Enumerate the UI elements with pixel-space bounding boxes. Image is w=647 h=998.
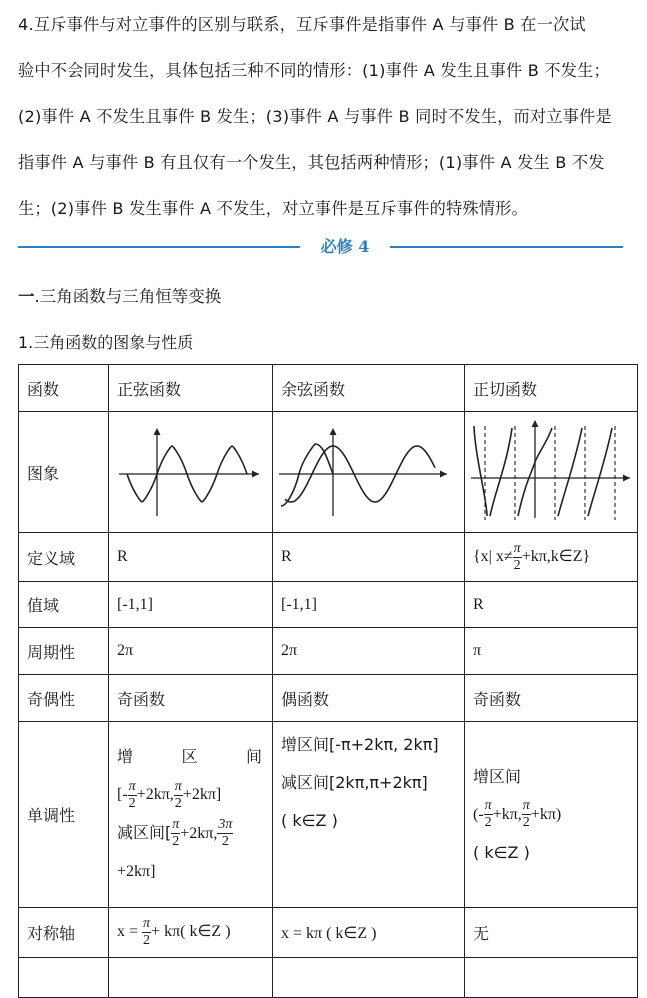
intro-paragraph [18,2,638,232]
mono-tan-line: 增区间 [473,766,522,786]
axis-tan: 无 [465,908,638,958]
fraction-num: π [172,817,180,832]
mono-cos-line: 减区间[2kπ,π+2kπ] [281,773,428,792]
section-title [18,283,221,307]
mono-word: 区 [181,747,198,766]
table-row [19,628,638,675]
parity-sin: 奇函数 [109,675,273,722]
row-label: 定义域 [19,533,109,582]
mono-text: +kπ, [492,805,522,823]
header-cell: 函数 [19,365,109,412]
mono-text: [- [117,786,128,803]
fraction-num: 3π [218,817,233,832]
mono-sin-line: +2kπ] [117,863,156,880]
divider-line-right [390,246,623,248]
section-marker: 一 [18,287,35,306]
fraction-num: π [128,778,136,794]
paragraph-line: 指事件 A 与事件 B 有且仅有一个发生，其包括两种情形；(1)事件 A 发生 B 不发 [18,153,605,172]
fraction [174,779,183,812]
fraction-num: π [522,798,530,814]
fraction [522,798,531,831]
axis-text: x = [117,923,143,941]
table-row [19,533,638,582]
table-row [19,908,638,958]
sine-graph [109,412,273,528]
period-cos: 2π [273,628,465,675]
mono-cos-line: ( k∈Z ) [281,811,338,830]
fraction-num: π [513,540,521,556]
fraction [484,798,493,831]
row-label [19,958,109,998]
tangent-graph-cell [465,412,638,533]
domain-tan [465,533,638,582]
paragraph-line: 验中不会同时发生，具体包括三种不同的情形：(1)事件 A 发生且事件 B 不发生； [18,61,610,80]
mono-word: 增 [117,747,134,766]
table-row [19,365,638,412]
tangent-graph [465,412,638,528]
fraction-den: 2 [143,933,151,948]
fraction [171,817,180,850]
axis-sin [109,908,273,958]
mono-text: +2kπ] [182,786,222,803]
fraction-num: π [484,798,492,814]
fraction-num: π [143,916,151,931]
axis-text: + kπ( k∈Z ) [151,923,231,941]
row-label: 周期性 [19,628,109,675]
divider-line-left [18,246,300,248]
fraction [142,916,151,949]
mono-text: (- [473,805,484,823]
monotonic-cos [273,722,465,908]
range-tan: R [465,582,638,628]
table-row [19,582,638,628]
parity-tan: 奇函数 [465,675,638,722]
period-tan: π [465,628,638,675]
domain-tan-pre: {x| x≠ [473,547,513,565]
table-row [19,412,638,533]
cell [273,958,465,998]
table-row [19,958,638,998]
row-label: 奇偶性 [19,675,109,722]
period-sin: 2π [109,628,273,675]
paragraph-line: 生；(2)事件 B 发生事件 A 不发生，对立事件是互斥事件的特殊情形。 [18,199,528,218]
mono-cos-line: 增区间[-π+2kπ, 2kπ] [281,735,439,754]
sine-graph-cell [109,412,273,533]
fraction [128,779,137,812]
subsection-title: 1.三角函数的图象与性质 [18,333,194,352]
paragraph-line: 4.互斥事件与对立事件的区别与联系，互斥事件是指事件 A 与事件 B 在一次试 [18,15,586,34]
mono-tan-line: ( k∈Z ) [473,842,530,862]
table-row [19,675,638,722]
mono-sin-line [117,776,264,814]
mono-text: +2kπ, [136,786,174,803]
section-divider [18,234,623,260]
table-row [19,722,638,908]
mono-tan-line [473,796,629,834]
axis-cos: x = kπ ( k∈Z ) [273,908,465,958]
parity-cos: 偶函数 [273,675,465,722]
mono-text: +kπ) [530,805,562,823]
fraction [217,817,233,850]
fraction [513,541,522,574]
divider-label: 必修 4 [320,237,370,256]
domain-sin: R [109,533,273,582]
paragraph-line: (2)事件 A 不发生且事件 B 发生；(3)事件 A 与事件 B 同时不发生，而对立事件是 [18,107,612,126]
fraction-den: 2 [174,795,182,811]
domain-tan-post: +kπ,k∈Z} [521,547,591,565]
fraction-num: π [174,778,182,794]
cell [109,958,273,998]
mono-sin-line [117,738,264,776]
cosine-graph-cell [273,412,465,533]
mono-sin-line [117,814,264,853]
monotonic-sin [109,722,273,908]
monotonic-tan [465,722,638,908]
cosine-graph [273,412,465,528]
fraction-den: 2 [484,815,492,831]
mono-text: 减区间[ [117,823,172,842]
range-sin: [-1,1] [109,582,273,628]
cell [465,958,638,998]
row-label: 单调性 [19,722,109,908]
header-cell: 正弦函数 [109,365,273,412]
fraction-den: 2 [221,834,229,849]
row-label: 图象 [19,412,109,533]
section-title-text: .三角函数与三角恒等变换 [34,287,222,306]
mono-text: +2kπ, [180,825,218,842]
fraction-den: 2 [172,834,180,849]
range-cos: [-1,1] [273,582,465,628]
header-cell: 正切函数 [465,365,638,412]
header-cell: 余弦函数 [273,365,465,412]
row-label: 对称轴 [19,908,109,958]
fraction-den: 2 [513,557,521,573]
row-label: 值域 [19,582,109,628]
fraction-den: 2 [522,815,530,831]
domain-cos: R [273,533,465,582]
mono-word: 间 [245,747,262,766]
trig-properties-table [18,364,638,998]
fraction-den: 2 [128,795,136,811]
